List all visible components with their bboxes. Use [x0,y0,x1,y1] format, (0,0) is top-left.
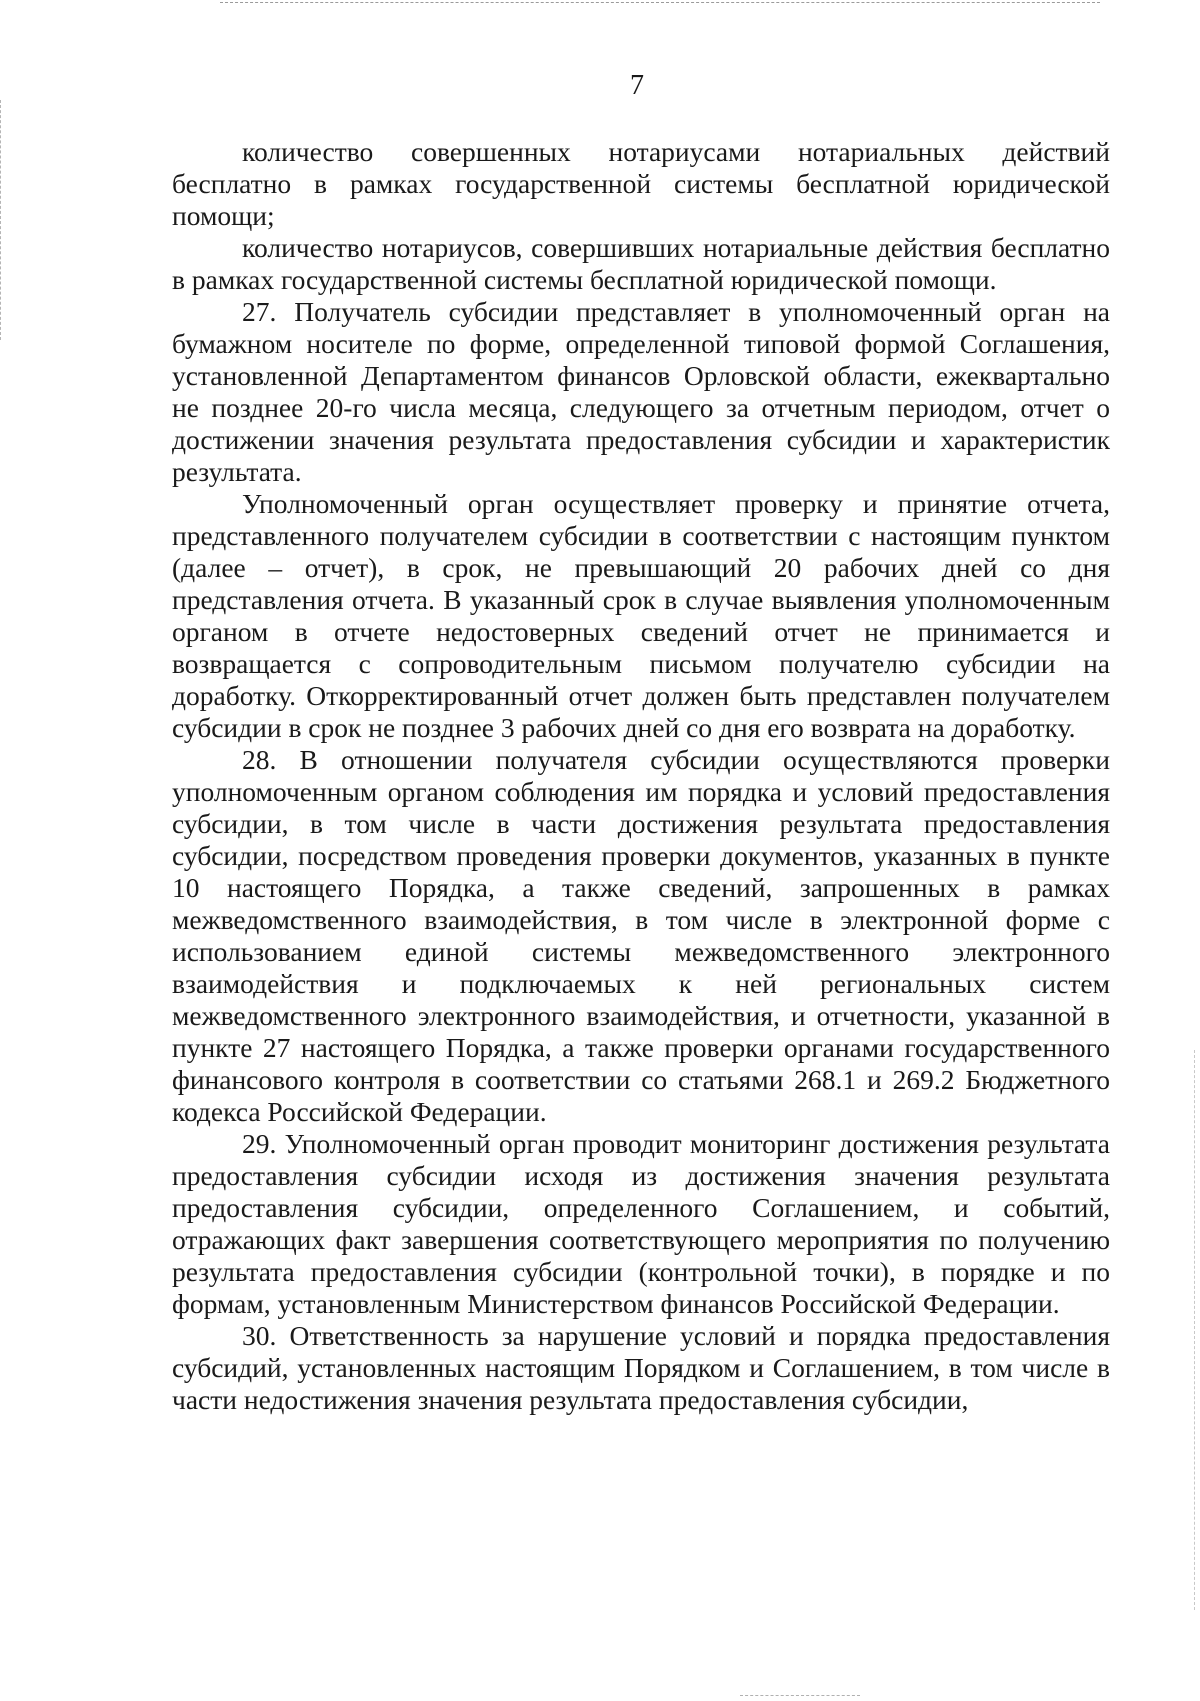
page-number: 7 [630,70,644,101]
scan-border-top [220,2,1100,4]
scan-border-bottom [740,1695,860,1697]
paragraph-report-verification: Уполномоченный орган осуществляет проверку и принятие отчета, представленного получателем субсидии в соответствии с настоящим пунктом (далее – отчет), в срок, не превышающий 20 рабочих дней со дня представления отчета. В указанный срок в случае выявления уполномоченным органом в отчете недостоверных сведений отчет не принимается и возвращается с сопроводительным письмом получателю субсидии на доработку. Откорректированный отчет должен быть представлен получателем субсидии в срок не позднее 3 рабочих дней со дня его возврата на доработку. [172,488,1110,743]
document-body [172,136,1110,1416]
paragraph-notarial-actions-count: количество совершенных нотариусами нотариальных действий бесплатно в рамках государственной системы бесплатной юридической помощи; [172,136,1110,231]
scan-border-left [0,100,2,340]
scan-border-right [1194,1050,1196,1610]
paragraph-clause-27: 27. Получатель субсидии представляет в уполномоченный орган на бумажном носителе по форме, определенной типовой формой Соглашения, установленной Департаментом финансов Орловской области, ежеквартально не позднее 20-го числа месяца, следующего за отчетным периодом, отчет о достижении значения результата предоставления субсидии и характеристик результата. [172,296,1110,487]
paragraph-clause-29: 29. Уполномоченный орган проводит мониторинг достижения результата предоставления субсидии исходя из достижения значения результата предоставления субсидии, определенного Соглашением, и событий, отражающих факт завершения соответствующего мероприятия по получению результата предоставления субсидии (контрольной точки), в порядке и по формам, установленным Министерством финансов Российской Федерации. [172,1128,1110,1319]
paragraph-clause-30: 30. Ответственность за нарушение условий и порядка предоставления субсидий, установленных настоящим Порядком и Соглашением, в том числе в части недостижения значения результата предоставления субсидии, [172,1320,1110,1415]
paragraph-clause-28: 28. В отношении получателя субсидии осуществляются проверки уполномоченным органом соблюдения им порядка и условий предоставления субсидии, в том числе в части достижения результата предоставления субсидии, посредством проведения проверки документов, указанных в пункте 10 настоящего Порядка, а также сведений, запрошенных в рамках межведомственного взаимодействия, в том числе в электронной форме с использованием единой системы межведомственного электронного взаимодействия и подключаемых к ней региональных систем межведомственного электронного взаимодействия, и отчетности, указанной в пункте 27 настоящего Порядка, а также проверки органами государственного финансового контроля в соответствии со статьями 268.1 и 269.2 Бюджетного кодекса Российской Федерации. [172,744,1110,1127]
paragraph-notaries-count: количество нотариусов, совершивших нотариальные действия бесплатно в рамках государственной системы бесплатной юридической помощи. [172,232,1110,295]
